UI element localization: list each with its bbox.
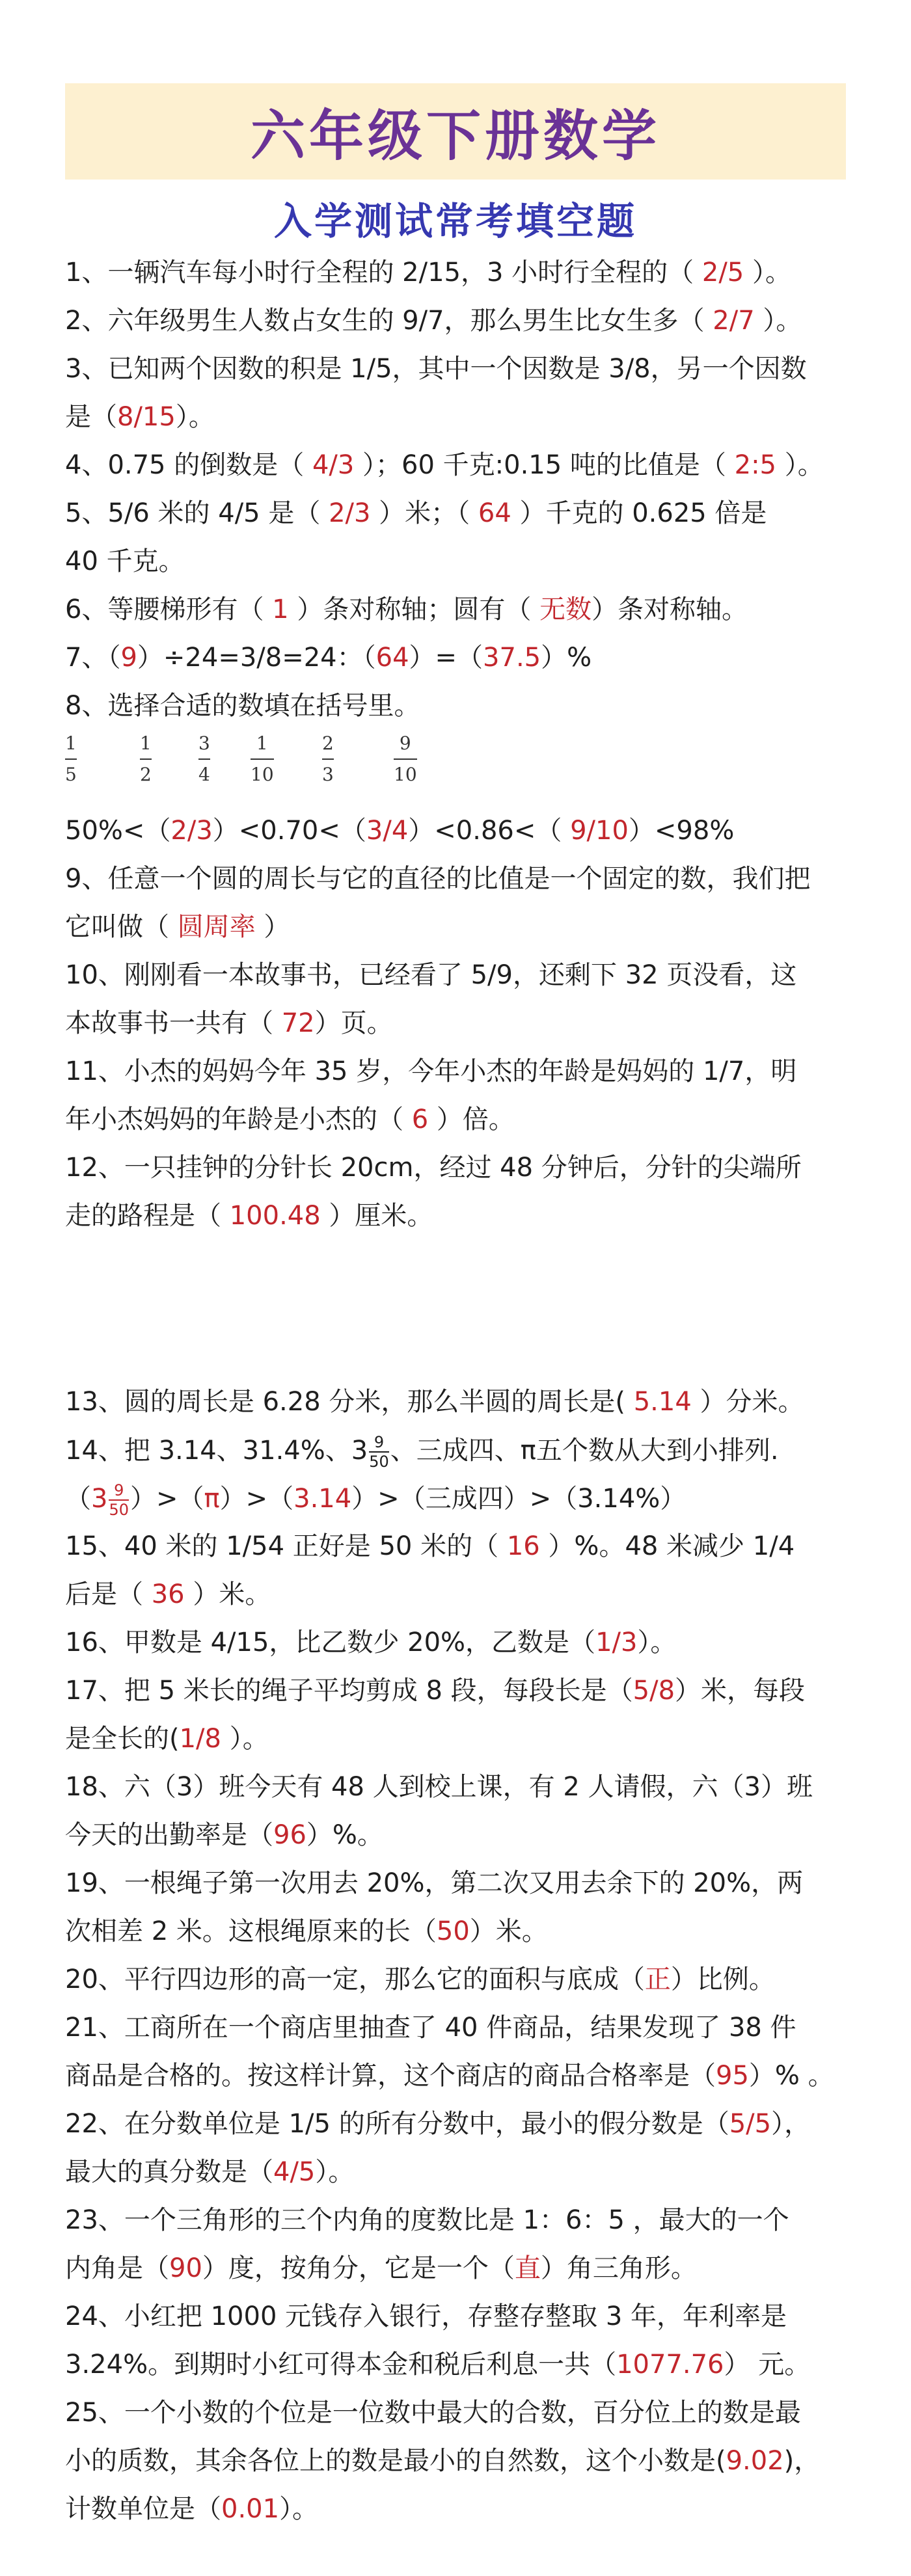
answer: 6 <box>411 1105 429 1134</box>
question-16: 16、甲数是 4/15，比乙数少 20%，乙数是（1/3）。 <box>65 1628 677 1657</box>
fraction-option: 1 2 <box>140 732 152 785</box>
answer: 5/5 <box>729 2109 772 2139</box>
question-18-line-2: 今天的出勤率是（96）%。 <box>65 1820 383 1850</box>
answer: 9/10 <box>570 816 629 846</box>
answer: 50 <box>436 1916 470 1946</box>
mixed-fraction: $\frac{9}{50}$ <box>369 1433 389 1471</box>
fraction-option: 3 4 <box>198 732 210 785</box>
question-25-line-2: 小的质数，其余各位上的数是最小的自然数，这个小数是(9.02)， <box>65 2446 821 2476</box>
question-21-line-2: 商品是合格的。按这样计算，这个商店的商品合格率是（95）% 。 <box>65 2061 834 2091</box>
answer: 正 <box>644 1965 671 1994</box>
question-2: 2、六年级男生人数占女生的 9/7，那么男生比女生多（ 2/7 ）。 <box>65 306 802 336</box>
question-11-line-2: 年小杰妈妈的年龄是小杰的（ 6 ）倍。 <box>65 1105 515 1134</box>
answer: π <box>204 1484 220 1514</box>
fraction-options <box>65 732 521 795</box>
answer: 16 <box>506 1531 540 1561</box>
answer: 3 $\frac{9}{50}$ <box>91 1481 129 1519</box>
question-22-line-2: 最大的真分数是（4/5）。 <box>65 2157 355 2187</box>
question-19-line-1: 19、一根绳子第一次用去 20%，第二次又用去余下的 20%，两 <box>65 1868 804 1898</box>
question-11-line-1: 11、小杰的妈妈今年 35 岁，今年小杰的年龄是妈妈的 1/7，明 <box>65 1056 797 1086</box>
question-15-line-1: 15、40 米的 1/54 正好是 50 米的（ 16 ）%。48 米减少 1/4 <box>65 1531 795 1561</box>
answer: 1077.76 <box>616 2350 724 2380</box>
question-23-line-1: 23、一个三角形的三个内角的度数比是 1：6：5 ，最大的一个 <box>65 2205 789 2235</box>
question-14-line-1: 14、把 3.14、31.4%、3 $\frac{9}{50}$ 、三成四、π五个数从大到小排列. <box>65 1433 779 1471</box>
question-12-line-2: 走的路程是（ 100.48 ）厘米。 <box>65 1201 433 1231</box>
question-9-line-2: 它叫做（ 圆周率 ） <box>65 912 290 942</box>
fraction-option: 2 3 <box>322 732 334 785</box>
page-subtitle: 入学测试常考填空题 <box>273 199 637 243</box>
answer: 0.01 <box>221 2494 280 2524</box>
answer: 96 <box>273 1820 306 1850</box>
answer: 8/15 <box>117 402 176 432</box>
question-20: 20、平行四边形的高一定，那么它的面积与底成（正）比例。 <box>65 1965 775 1994</box>
question-18-line-1: 18、六（3）班今天有 48 人到校上课，有 2 人请假，六（3）班 <box>65 1772 813 1802</box>
question-19-line-2: 次相差 2 米。这根绳原来的长（50）米。 <box>65 1916 548 1946</box>
question-17-line-2: 是全长的(1/8 ）。 <box>65 1724 269 1754</box>
question-3-line-1: 3、已知两个因数的积是 1/5，其中一个因数是 3/8，另一个因数 <box>65 354 807 384</box>
question-8-line-1: 8、选择合适的数填在括号里。 <box>65 691 420 721</box>
question-5-line-1: 5、5/6 米的 4/5 是（ 2/3 ）米；（ 64 ）千克的 0.625 倍是 <box>65 498 767 528</box>
answer: 2/7 <box>713 306 755 336</box>
question-12-line-1: 12、一只挂钟的分针长 20cm，经过 48 分钟后，分针的尖端所 <box>65 1153 802 1183</box>
answer: 3.14 <box>293 1484 352 1514</box>
question-13: 13、圆的周长是 6.28 分米，那么半圆的周长是( 5.14 ）分米。 <box>65 1387 804 1417</box>
question-24-line-1: 24、小红把 1000 元钱存入银行，存整存整取 3 年，年利率是 <box>65 2301 787 2331</box>
question-10-line-1: 10、刚刚看一本故事书，已经看了 5/9，还剩下 32 页没看，这 <box>65 960 797 990</box>
question-24-line-2: 3.24%。到期时小红可得本金和税后利息一共（1077.76） 元。 <box>65 2350 811 2380</box>
answer: 3/4 <box>366 816 409 846</box>
question-15-line-2: 后是（ 36 ）米。 <box>65 1579 271 1609</box>
question-6: 6、等腰梯形有（ 1 ）条对称轴；圆有（ 无数）条对称轴。 <box>65 595 748 624</box>
question-23-line-2: 内角是（90）度，按角分，它是一个（直）角三角形。 <box>65 2253 697 2283</box>
answer: 95 <box>716 2061 749 2091</box>
question-7: 7、（9）÷24=3/8=24：（64）=（37.5）% <box>65 643 592 673</box>
question-3-line-2: 是（8/15）。 <box>65 402 215 432</box>
answer: 2:5 <box>734 450 776 480</box>
answer: 5/8 <box>632 1676 675 1706</box>
answer: 1/3 <box>595 1628 638 1657</box>
answer: 圆周率 <box>177 912 256 942</box>
answer: 72 <box>281 1008 315 1038</box>
answer: 64 <box>375 643 409 673</box>
question-14-line-2: （3 $\frac{9}{50}$ ）>（π）>（3.14）>（三成四）>（3.14%） <box>65 1481 687 1519</box>
answer: 直 <box>514 2253 541 2283</box>
question-25-line-3: 计数单位是（0.01）。 <box>65 2494 319 2524</box>
question-8-line-2: 50%<（2/3）<0.70<（3/4）<0.86<（ 9/10）<98% <box>65 816 735 846</box>
answer: 4/3 <box>312 450 355 480</box>
fraction-option: 1 5 <box>65 732 77 785</box>
answer: 2/3 <box>329 498 371 528</box>
answer: 无数 <box>539 595 592 624</box>
answer: 64 <box>478 498 511 528</box>
answer: 37.5 <box>483 643 541 673</box>
question-22-line-1: 22、在分数单位是 1/5 的所有分数中，最小的假分数是（5/5）， <box>65 2109 811 2139</box>
question-25-line-1: 25、一个小数的个位是一位数中最大的合数，百分位上的数是最 <box>65 2398 801 2428</box>
answer: 9.02 <box>726 2446 784 2476</box>
fraction-option: 1 10 <box>251 732 274 785</box>
question-5-line-2: 40 千克。 <box>65 546 185 576</box>
page-title: 六年级下册数学 <box>250 103 660 168</box>
answer: 100.48 <box>229 1201 321 1231</box>
answer: 5.14 <box>633 1387 692 1417</box>
question-10-line-2: 本故事书一共有（ 72）页。 <box>65 1008 393 1038</box>
answer: 2/5 <box>701 258 744 288</box>
fraction-option: 9 10 <box>394 732 417 785</box>
question-17-line-1: 17、把 5 米长的绳子平均剪成 8 段，每段长是（5/8）米，每段 <box>65 1676 806 1706</box>
question-21-line-1: 21、工商所在一个商店里抽查了 40 件商品，结果发现了 38 件 <box>65 2013 796 2043</box>
answer: 2/3 <box>170 816 213 846</box>
question-9-line-1: 9、任意一个圆的周长与它的直径的比值是一个固定的数，我们把 <box>65 864 811 894</box>
answer: 90 <box>169 2253 202 2283</box>
answer: 4/5 <box>273 2157 316 2187</box>
answer: 36 <box>151 1579 185 1609</box>
question-1: 1、一辆汽车每小时行全程的 2/15，3 小时行全程的（ 2/5 ）。 <box>65 258 791 288</box>
answer: 9 <box>120 643 137 673</box>
answer: 1/8 <box>179 1724 221 1754</box>
answer: 1 <box>272 595 289 624</box>
question-4: 4、0.75 的倒数是（ 4/3 ）；60 千克:0.15 吨的比值是（ 2:5 ）。 <box>65 450 824 480</box>
